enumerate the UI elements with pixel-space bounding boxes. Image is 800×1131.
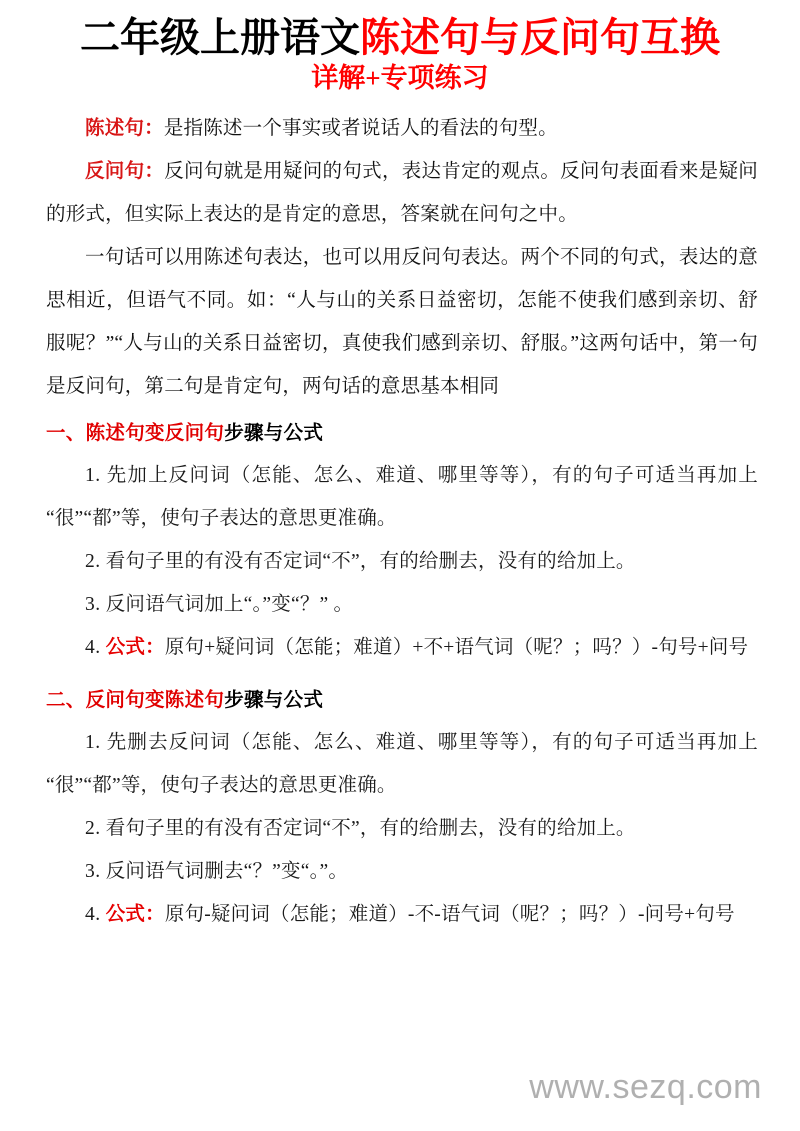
section-heading-1-red: 一、陈述句变反问句	[46, 422, 225, 444]
section-2-step-3	[46, 850, 758, 893]
section-2-step-4	[46, 893, 758, 936]
definition-text-chenshuju: 是指陈述一个事实或者说话人的看法的句型。	[163, 117, 558, 139]
intro-paragraph: 一句话可以用陈述句表达，也可以用反问句表达。两个不同的句式，表达的意思相近，但语气不同。如：“人与山的关系日益密切，怎能不使我们感到亲切、舒服呢？”“人与山的关系日益密切，真使我们感到亲切、舒服。”这两句话中，第一句是反问句，第二句是肯定句，两句话的意思基本相同	[46, 246, 758, 397]
definition-text-fanwenju: 反问句就是用疑问的句式，表达肯定的观点。反问句表面看来是疑问的形式，但实际上表达的是肯定的意思，答案就在问句之中。	[46, 160, 758, 225]
section-1-formula-text: 原句+疑问词（怎能；难道）+不+语气词（呢？；吗？）-句号+问号	[164, 636, 749, 658]
section-heading-2	[46, 681, 758, 721]
title-grade-prefix: 二年级上册语文	[80, 15, 360, 60]
definition-chenshuju	[46, 107, 758, 150]
definition-fanwenju	[46, 150, 758, 236]
section-1-step-3	[46, 583, 758, 626]
section-2-step-4-num: 4.	[85, 903, 101, 925]
section-1-step-2	[46, 540, 758, 583]
section-1-step-2-num: 2.	[85, 550, 101, 572]
section-2-step-3-text: 反问语气词删去“？”变“。”。	[105, 860, 349, 882]
section-1-step-1-num: 1.	[85, 464, 101, 486]
section-1-step-4	[46, 626, 758, 669]
watermark: www.sezq.com	[529, 1068, 762, 1106]
section-heading-1	[46, 414, 758, 454]
section-2-formula-text: 原句-疑问词（怎能；难道）-不-语气词（呢？；吗？）-问号+句号	[164, 903, 735, 925]
title-block	[0, 0, 800, 95]
section-1-step-1	[46, 454, 758, 540]
section-2-step-2-text: 看句子里的有没有否定词“不”，有的给删去，没有的给加上。	[105, 817, 636, 839]
section-1-step-3-num: 3.	[85, 593, 101, 615]
section-2-step-2-num: 2.	[85, 817, 101, 839]
section-1-step-4-num: 4.	[85, 636, 101, 658]
definition-label-fanwenju: 反问句：	[85, 160, 165, 182]
section-1-step-3-text: 反问语气词加上“。”变“？” 。	[105, 593, 354, 615]
page-title	[0, 14, 800, 61]
section-2-step-2	[46, 807, 758, 850]
section-gap	[46, 669, 758, 675]
section-2-step-3-num: 3.	[85, 860, 101, 882]
section-1-formula-label: 公式：	[105, 636, 165, 658]
section-2-step-1	[46, 721, 758, 807]
title-topic: 陈述句与反问句互换	[360, 15, 720, 60]
section-2-step-1-text: 先删去反问词（怎能、怎么、难道、哪里等等），有的句子可适当再加上“很”“都”等，使句子表达的意思更准确。	[46, 731, 759, 796]
section-2-formula-label: 公式：	[105, 903, 165, 925]
section-2-step-1-num: 1.	[85, 731, 101, 753]
page-subtitle: 详解+专项练习	[311, 63, 489, 94]
section-1-step-2-text: 看句子里的有没有否定词“不”，有的给删去，没有的给加上。	[105, 550, 636, 572]
definition-label-chenshuju: 陈述句：	[85, 117, 164, 139]
section-heading-1-black: 步骤与公式	[224, 422, 324, 444]
section-1-step-1-text: 先加上反问词（怎能、怎么、难道、哪里等等），有的句子可适当再加上“很”“都”等，使句子表达的意思更准确。	[46, 464, 759, 529]
section-heading-2-red: 二、反问句变陈述句	[46, 689, 225, 711]
document-body	[38, 107, 762, 936]
section-heading-2-black: 步骤与公式	[224, 689, 324, 711]
